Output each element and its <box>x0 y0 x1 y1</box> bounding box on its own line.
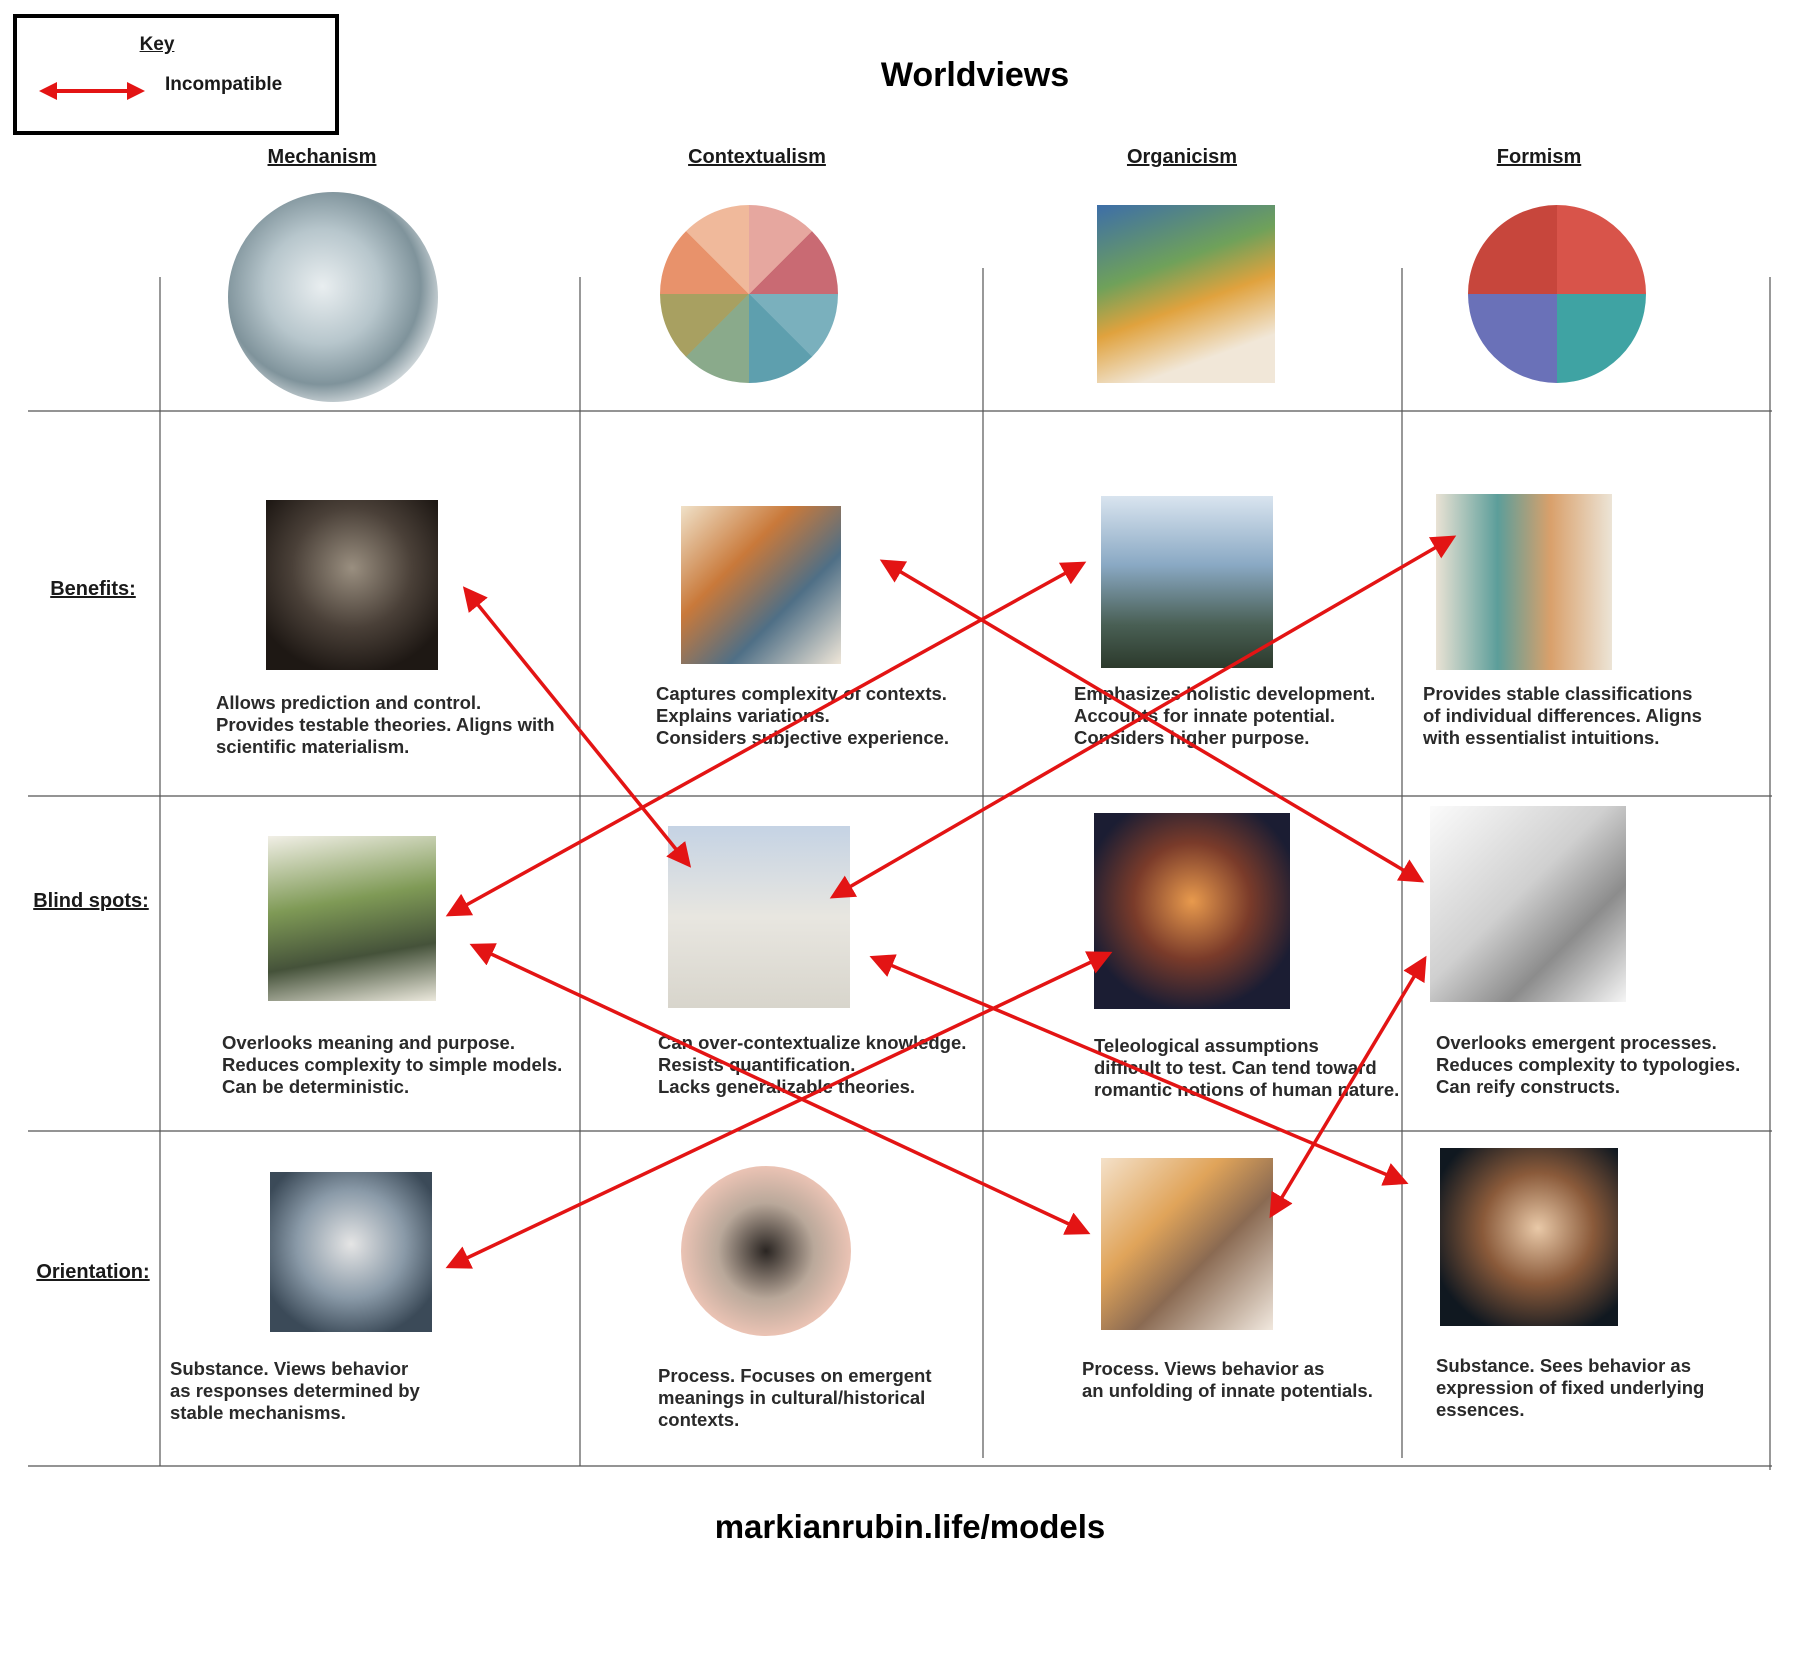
arrow-organicism-blind-spots-to-mechanism-orientation <box>450 954 1108 1266</box>
column-header-mechanism: Mechanism <box>267 146 377 168</box>
organicism-benefits-text: Emphasizes holistic development. Accounts for innate potential. Considers higher purpose. <box>1074 683 1376 748</box>
page-title: Worldviews <box>880 56 1070 94</box>
key-title: Key <box>139 34 175 55</box>
arrow-contextualism-blind-spots-to-formism-orientation <box>874 958 1404 1182</box>
formism-orientation-text: Substance. Sees behavior as expression of fixed underlying essences. <box>1436 1355 1705 1420</box>
arrow-formism-blind-spots-to-organicism-orientation <box>1272 960 1424 1214</box>
column-header-formism: Formism <box>1496 146 1582 168</box>
column-header-organicism: Organicism <box>1126 146 1238 168</box>
row-header-orientation: Orientation: <box>36 1261 150 1283</box>
mechanism-benefits-text: Allows prediction and control. Provides testable theories. Aligns with scientific materialism. <box>216 692 555 757</box>
mechanism-blind-spots-text: Overlooks meaning and purpose. Reduces complexity to simple models. Can be deterministic. <box>222 1032 563 1097</box>
organicism-orientation-text: Process. Views behavior as an unfolding of innate potentials. <box>1082 1358 1373 1401</box>
mechanism-orientation-text: Substance. Views behavior as responses determined by stable mechanisms. <box>170 1358 420 1423</box>
formism-benefits-text: Provides stable classifications of individual differences. Aligns with essentialist intuitions. <box>1423 683 1702 748</box>
column-header-contextualism: Contextualism <box>688 146 826 168</box>
arrow-organicism-benefits-to-mechanism-blind-spots <box>450 564 1082 914</box>
arrow-mechanism-blind-spots-to-organicism-orientation <box>474 946 1086 1232</box>
footer-url: markianrubin.life/models <box>714 1508 1106 1545</box>
contextualism-benefits-text: Captures complexity of contexts. Explains variations. Considers subjective experience. <box>656 683 950 748</box>
contextualism-blind-spots-text: Can over-contextualize knowledge. Resists quantification. Lacks generalizable theories. <box>658 1032 967 1097</box>
contextualism-orientation-text: Process. Focuses on emergent meanings in cultural/historical contexts. <box>658 1365 932 1430</box>
key-legend-label: Incompatible <box>165 74 283 95</box>
arrow-contextualism-benefits-to-formism-blind-spots <box>884 562 1420 880</box>
row-header-blind-spots: Blind spots: <box>33 890 149 912</box>
organicism-blind-spots-text: Teleological assumptions difficult to test. Can tend toward romantic notions of human nature. <box>1094 1035 1400 1100</box>
row-header-benefits: Benefits: <box>50 578 136 600</box>
arrow-mechanism-benefits-to-contextualism-blind-spots <box>466 590 688 864</box>
formism-blind-spots-text: Overlooks emergent processes. Reduces complexity to typologies. Can reify constructs. <box>1436 1032 1741 1097</box>
